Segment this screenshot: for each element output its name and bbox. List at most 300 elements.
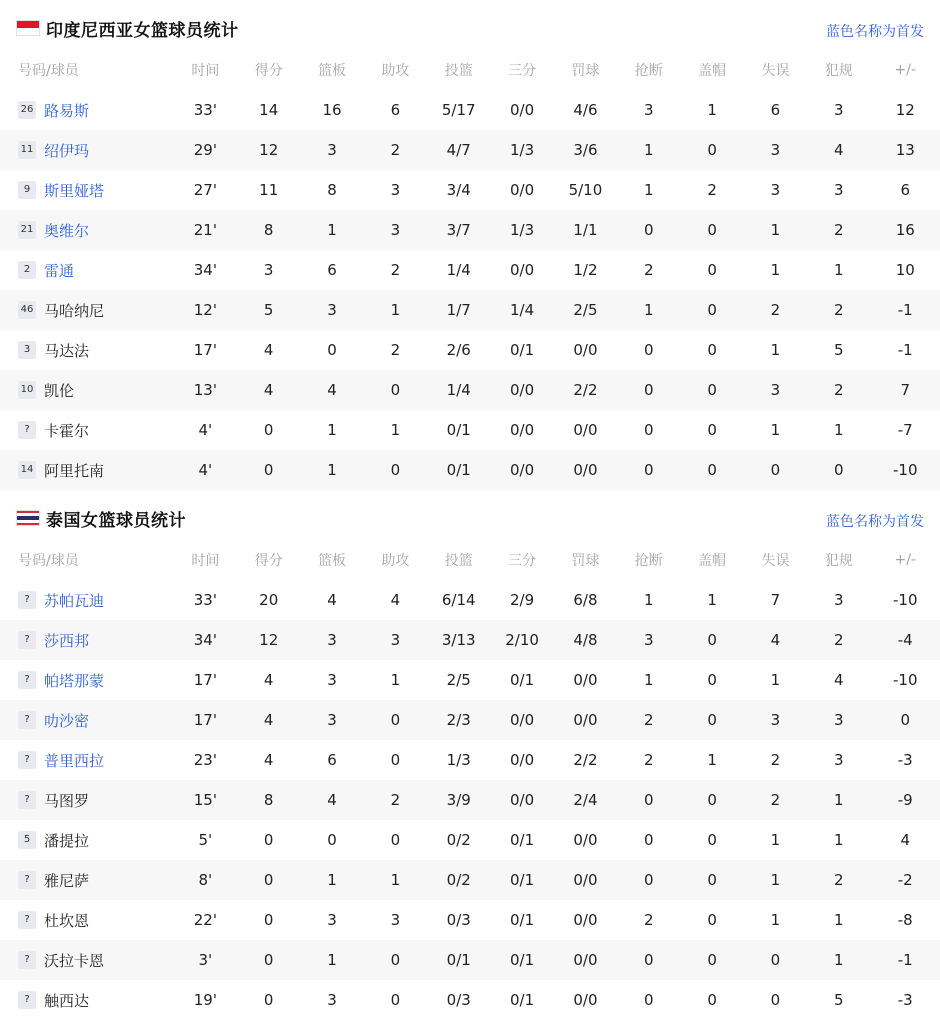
stat-cell: 0/0	[573, 711, 598, 729]
stat-cell: 3	[327, 711, 337, 729]
player-name[interactable]: 普里西拉	[44, 751, 105, 770]
stat-cell: 1	[770, 871, 781, 889]
stat-cell: 0/2	[446, 831, 471, 849]
stat-cell: 0	[643, 991, 654, 1009]
stat-cell: -10	[892, 671, 918, 689]
section-title: 印度尼西亚女篮球员统计	[46, 21, 239, 41]
stat-cell: 6/8	[573, 591, 598, 609]
stat-cell: 0/0	[573, 911, 598, 929]
stat-cell: 0	[707, 991, 717, 1009]
jersey-number-badge: 9	[18, 181, 36, 199]
stat-cell: 12	[895, 101, 915, 119]
stat-cell: 3	[390, 631, 401, 649]
thailand-flag-icon	[16, 510, 40, 526]
stat-cell: 0/1	[510, 871, 535, 889]
stat-cell: 4	[327, 591, 337, 609]
stat-cell: 0	[643, 341, 654, 359]
stat-cell: 0	[263, 421, 274, 439]
stat-cell: 4	[263, 751, 274, 769]
stat-cell: 1	[643, 301, 654, 319]
player-name[interactable]: 路易斯	[44, 101, 90, 120]
stat-cell: 0	[643, 421, 654, 439]
table-row[interactable]	[0, 90, 940, 130]
stat-cell: 3	[263, 261, 274, 279]
stat-cell: 0/1	[510, 341, 535, 359]
stat-cell: 0	[707, 871, 717, 889]
stat-cell: 3	[643, 101, 654, 119]
stat-cell: 1	[834, 421, 844, 439]
stat-cell: 0/0	[573, 421, 598, 439]
stat-cell: 0	[707, 911, 717, 929]
column-header: 投篮	[444, 63, 473, 79]
player-name[interactable]: 苏帕瓦迪	[44, 591, 105, 610]
column-header: 抢断	[634, 63, 663, 79]
stat-cell: 0/1	[510, 671, 535, 689]
stat-cell: -1	[897, 341, 913, 359]
jersey-number-badge: 3	[18, 341, 36, 359]
stat-cell: 0/0	[510, 381, 535, 399]
stat-cell: 12	[259, 141, 279, 159]
stat-cell: 20	[259, 591, 279, 609]
player-name[interactable]: 雅尼萨	[44, 871, 90, 890]
column-header: 时间	[191, 553, 220, 569]
stat-cell: 0	[643, 221, 654, 239]
stat-cell: 1	[834, 951, 844, 969]
column-header: 号码/球员	[18, 553, 79, 569]
player-cell	[0, 130, 174, 170]
stat-cell: 2	[643, 751, 654, 769]
stat-cell: 4	[900, 831, 910, 849]
stat-cell: 22'	[193, 911, 217, 929]
player-name[interactable]: 马哈纳尼	[44, 301, 105, 320]
stat-cell: 2/9	[510, 591, 535, 609]
stat-cell: 0	[707, 791, 717, 809]
stat-cell: 0/3	[446, 911, 471, 929]
player-name[interactable]: 阿里托南	[44, 461, 105, 480]
jersey-number-badge: ?	[18, 751, 36, 769]
stat-cell: 23'	[193, 751, 217, 769]
stat-cell: 5'	[198, 831, 213, 849]
player-cell	[0, 860, 174, 900]
stat-cell: 0/0	[510, 261, 535, 279]
stat-cell: 0	[707, 671, 717, 689]
table-row[interactable]	[0, 620, 940, 660]
stat-cell: 1	[643, 591, 654, 609]
stat-cell: 1/1	[573, 221, 598, 239]
stat-cell: 0	[707, 711, 717, 729]
stat-cell: 0	[263, 991, 274, 1009]
stat-cell: 0/1	[446, 421, 471, 439]
stat-cell: -10	[892, 591, 918, 609]
player-cell	[0, 700, 174, 740]
jersey-number-badge: ?	[18, 791, 36, 809]
stat-cell: 0/0	[510, 181, 535, 199]
stat-cell: 0	[707, 301, 717, 319]
table-row[interactable]	[0, 940, 940, 980]
table-row[interactable]	[0, 900, 940, 940]
stat-cell: 0	[707, 951, 717, 969]
player-cell	[0, 780, 174, 820]
stat-cell: 5/10	[568, 181, 603, 199]
player-cell	[0, 90, 174, 130]
player-name[interactable]: 潘提拉	[44, 831, 90, 850]
stat-cell: 2/5	[446, 671, 471, 689]
jersey-number-badge: ?	[18, 911, 36, 929]
jersey-number-badge: ?	[18, 871, 36, 889]
indonesia-flag-icon	[16, 20, 40, 36]
stat-cell: 8	[327, 181, 337, 199]
jersey-number-badge: ?	[18, 671, 36, 689]
column-header: 得分	[254, 63, 283, 79]
stat-cell: 0	[263, 831, 274, 849]
stat-cell: 1	[643, 141, 654, 159]
stat-cell: 8'	[198, 871, 213, 889]
table-row[interactable]	[0, 330, 940, 370]
table-row[interactable]	[0, 130, 940, 170]
table-row[interactable]	[0, 700, 940, 740]
stat-cell: 7	[770, 591, 781, 609]
stat-cell: 0/0	[573, 831, 598, 849]
stat-cell: 4/7	[446, 141, 471, 159]
stat-cell: 2	[834, 301, 844, 319]
stat-cell: 12'	[193, 301, 217, 319]
stat-cell: 0	[707, 461, 717, 479]
stat-cell: -3	[897, 751, 913, 769]
stat-cell: 0/0	[573, 871, 598, 889]
table-header-row	[0, 540, 940, 580]
player-cell	[0, 660, 174, 700]
stat-cell: 5	[834, 991, 844, 1009]
stat-cell: -3	[897, 991, 913, 1009]
column-header: 盖帽	[698, 553, 727, 569]
jersey-number-badge: ?	[18, 711, 36, 729]
stat-cell: 1	[834, 831, 844, 849]
stat-cell: 0	[707, 831, 717, 849]
column-header: +/-	[894, 62, 916, 78]
stat-cell: 4	[327, 791, 337, 809]
stat-cell: -2	[897, 871, 913, 889]
stat-cell: 1	[327, 421, 337, 439]
stat-cell: 13'	[193, 381, 217, 399]
stat-cell: 33'	[193, 591, 217, 609]
table-row[interactable]	[0, 820, 940, 860]
stat-cell: 2	[390, 141, 401, 159]
player-name[interactable]: 莎西邦	[44, 631, 90, 650]
stat-cell: 2	[643, 711, 654, 729]
column-header: 犯规	[824, 63, 853, 79]
stat-cell: 0	[900, 711, 910, 729]
stat-cell: 34'	[193, 261, 217, 279]
stat-cell: 0/0	[573, 341, 598, 359]
column-header: 助攻	[381, 63, 410, 79]
stat-cell: 3	[327, 671, 337, 689]
player-name[interactable]: 帕塔那蒙	[44, 671, 105, 690]
stat-cell: 1	[770, 341, 781, 359]
player-name[interactable]: 绍伊玛	[44, 141, 90, 160]
section-header	[0, 490, 940, 540]
table-row[interactable]	[0, 740, 940, 780]
stat-cell: -8	[897, 911, 913, 929]
stat-cell: 4	[390, 591, 401, 609]
stat-cell: 3'	[198, 951, 213, 969]
jersey-number-badge: 5	[18, 831, 36, 849]
table-row[interactable]	[0, 250, 940, 290]
stat-cell: 0/0	[573, 671, 598, 689]
player-cell	[0, 330, 174, 370]
jersey-number-badge: ?	[18, 951, 36, 969]
stat-cell: 0/2	[446, 871, 471, 889]
stat-cell: 0	[643, 791, 654, 809]
stat-cell: 1	[770, 831, 781, 849]
jersey-number-badge: ?	[18, 991, 36, 1009]
stat-cell: 3	[327, 911, 337, 929]
stat-cell: 0/0	[573, 991, 598, 1009]
table-row[interactable]	[0, 980, 940, 1020]
jersey-number-badge: 10	[18, 381, 36, 399]
stat-cell: 2	[390, 261, 401, 279]
column-header: 罚球	[571, 553, 600, 569]
stat-cell: 4/6	[573, 101, 598, 119]
stat-cell: 1	[643, 671, 654, 689]
table-row[interactable]	[0, 210, 940, 250]
stat-cell: 1	[834, 911, 844, 929]
stat-cell: 4/8	[573, 631, 598, 649]
stat-cell: 3	[390, 181, 401, 199]
stat-cell: 0	[643, 461, 654, 479]
table-row[interactable]	[0, 170, 940, 210]
stat-cell: 2	[834, 381, 844, 399]
stat-cell: 0/0	[510, 461, 535, 479]
stat-cell: 12	[259, 631, 279, 649]
player-name[interactable]: 斯里娅塔	[44, 181, 105, 200]
thailand-section	[0, 490, 940, 1020]
stat-cell: 1	[327, 461, 337, 479]
stat-cell: 0/0	[510, 791, 535, 809]
stat-cell: 4'	[198, 421, 213, 439]
stat-cell: 3/7	[446, 221, 471, 239]
player-name[interactable]: 杜坎恩	[44, 911, 90, 930]
stat-cell: 1/7	[446, 301, 471, 319]
stat-cell: 8	[263, 221, 274, 239]
stat-cell: 0/1	[446, 461, 471, 479]
stat-cell: 0	[390, 711, 401, 729]
stat-cell: 2	[770, 301, 781, 319]
stat-cell: 2/2	[573, 381, 598, 399]
starter-legend: 蓝色名称为首发	[826, 24, 924, 40]
stat-cell: 6	[770, 101, 781, 119]
jersey-number-badge: 11	[18, 141, 36, 159]
stat-cell: 4	[263, 711, 274, 729]
stat-cell: 2	[707, 181, 717, 199]
stat-cell: 1/4	[510, 301, 535, 319]
player-name[interactable]: 马达法	[44, 341, 90, 360]
stat-cell: 0	[390, 381, 401, 399]
stat-cell: 0/0	[510, 711, 535, 729]
table-row[interactable]	[0, 410, 940, 450]
table-row[interactable]	[0, 290, 940, 330]
table-row[interactable]	[0, 580, 940, 620]
table-row[interactable]	[0, 780, 940, 820]
stat-cell: 0/1	[510, 911, 535, 929]
stat-cell: 4'	[198, 461, 213, 479]
player-cell	[0, 170, 174, 210]
stat-cell: 3	[770, 141, 781, 159]
stat-cell: 1/4	[446, 261, 471, 279]
stat-cell: 4	[263, 671, 274, 689]
player-name[interactable]: 凯伦	[44, 381, 75, 400]
stat-cell: 0	[390, 991, 401, 1009]
player-name[interactable]: 叻沙密	[44, 711, 90, 730]
stat-cell: 4	[834, 671, 844, 689]
table-row[interactable]	[0, 860, 940, 900]
stat-cell: 0	[263, 871, 274, 889]
stat-cell: 1	[770, 221, 781, 239]
stat-cell: 0/0	[510, 101, 535, 119]
stat-cell: 8	[263, 791, 274, 809]
stat-cell: 1	[390, 421, 401, 439]
player-cell	[0, 370, 174, 410]
stat-cell: 2	[390, 791, 401, 809]
stat-cell: -9	[897, 791, 913, 809]
stat-cell: 17'	[193, 671, 217, 689]
jersey-number-badge: ?	[18, 631, 36, 649]
stat-cell: 0	[707, 221, 717, 239]
stat-cell: 0	[263, 911, 274, 929]
stat-cell: 0	[707, 141, 717, 159]
column-header: 盖帽	[698, 63, 727, 79]
stat-cell: -4	[897, 631, 913, 649]
stats-table	[0, 50, 940, 490]
player-name[interactable]: 触西达	[44, 991, 90, 1010]
stat-cell: 29'	[193, 141, 217, 159]
stat-cell: 6	[900, 181, 910, 199]
stat-cell: 16	[322, 101, 342, 119]
stat-cell: 1	[834, 261, 844, 279]
stat-cell: 3	[834, 101, 844, 119]
stat-cell: 0	[834, 461, 844, 479]
stat-cell: 34'	[193, 631, 217, 649]
stat-cell: -1	[897, 301, 913, 319]
stat-cell: 4	[834, 141, 844, 159]
stat-cell: 6	[327, 261, 337, 279]
column-header: 时间	[191, 63, 220, 79]
stat-cell: 0	[390, 461, 401, 479]
stat-cell: 1/3	[446, 751, 471, 769]
player-cell	[0, 940, 174, 980]
stat-cell: 1	[770, 911, 781, 929]
stat-cell: 2/6	[446, 341, 471, 359]
stat-cell: 1	[390, 301, 401, 319]
column-header: 罚球	[571, 63, 600, 79]
stat-cell: 0	[643, 831, 654, 849]
stat-cell: -10	[892, 461, 918, 479]
jersey-number-badge: 21	[18, 221, 36, 239]
stat-cell: 2	[834, 871, 844, 889]
stat-cell: 3/9	[446, 791, 471, 809]
stat-cell: 0	[707, 421, 717, 439]
player-name[interactable]: 沃拉卡恩	[44, 951, 105, 970]
column-header: 犯规	[824, 553, 853, 569]
stat-cell: 3	[770, 711, 781, 729]
stat-cell: 2/4	[573, 791, 598, 809]
stat-cell: 1	[390, 671, 401, 689]
table-header-row	[0, 50, 940, 90]
stat-cell: 0/1	[510, 831, 535, 849]
stat-cell: 3	[834, 591, 844, 609]
stat-cell: 0/1	[510, 991, 535, 1009]
stat-cell: 0	[327, 831, 337, 849]
stat-cell: 0	[707, 341, 717, 359]
stat-cell: 0/3	[446, 991, 471, 1009]
player-name[interactable]: 雷通	[44, 261, 75, 280]
stat-cell: 0	[390, 751, 401, 769]
table-row[interactable]	[0, 660, 940, 700]
stat-cell: 0	[643, 871, 654, 889]
stat-cell: 15'	[193, 791, 217, 809]
stat-cell: 0	[707, 631, 717, 649]
stat-cell: 2	[834, 631, 844, 649]
stat-cell: 5	[834, 341, 844, 359]
player-cell	[0, 210, 174, 250]
stat-cell: 2	[770, 751, 781, 769]
stat-cell: 1	[770, 261, 781, 279]
stat-cell: 14	[259, 101, 279, 119]
stat-cell: 0	[390, 831, 401, 849]
stat-cell: 0	[643, 951, 654, 969]
player-cell	[0, 450, 174, 490]
stat-cell: 0	[770, 991, 781, 1009]
stat-cell: 1	[707, 591, 717, 609]
stat-cell: 2	[770, 791, 781, 809]
stat-cell: 0	[263, 461, 274, 479]
column-header: 抢断	[634, 553, 663, 569]
player-name[interactable]: 奥维尔	[44, 221, 90, 240]
stat-cell: 3/6	[573, 141, 598, 159]
stat-cell: 6	[390, 101, 401, 119]
stat-cell: 1/2	[573, 261, 598, 279]
stat-cell: 17'	[193, 341, 217, 359]
stat-cell: 1	[390, 871, 401, 889]
stats-table	[0, 540, 940, 1020]
stat-cell: -7	[897, 421, 913, 439]
table-row[interactable]	[0, 450, 940, 490]
player-name[interactable]: 马图罗	[44, 791, 90, 810]
stat-cell: 1	[327, 871, 337, 889]
section-header	[0, 0, 940, 50]
stat-cell: 2/5	[573, 301, 598, 319]
column-header: 失误	[761, 553, 790, 569]
table-row[interactable]	[0, 370, 940, 410]
stat-cell: 10	[895, 261, 915, 279]
stat-cell: 2/10	[505, 631, 539, 649]
column-header: 三分	[508, 63, 537, 79]
stat-cell: 21'	[193, 221, 217, 239]
player-cell	[0, 290, 174, 330]
player-name[interactable]: 卡霍尔	[44, 421, 90, 440]
column-header: +/-	[894, 552, 916, 568]
stat-cell: 13	[895, 141, 915, 159]
stat-cell: 16	[895, 221, 915, 239]
column-header: 投篮	[444, 553, 473, 569]
stat-cell: 17'	[193, 711, 217, 729]
jersey-number-badge: 46	[18, 301, 36, 319]
stat-cell: 7	[900, 381, 910, 399]
stat-cell: 3	[770, 381, 781, 399]
stat-cell: 33'	[193, 101, 217, 119]
stat-cell: 0/1	[446, 951, 471, 969]
stat-cell: 19'	[193, 991, 217, 1009]
stat-cell: 3	[327, 991, 337, 1009]
